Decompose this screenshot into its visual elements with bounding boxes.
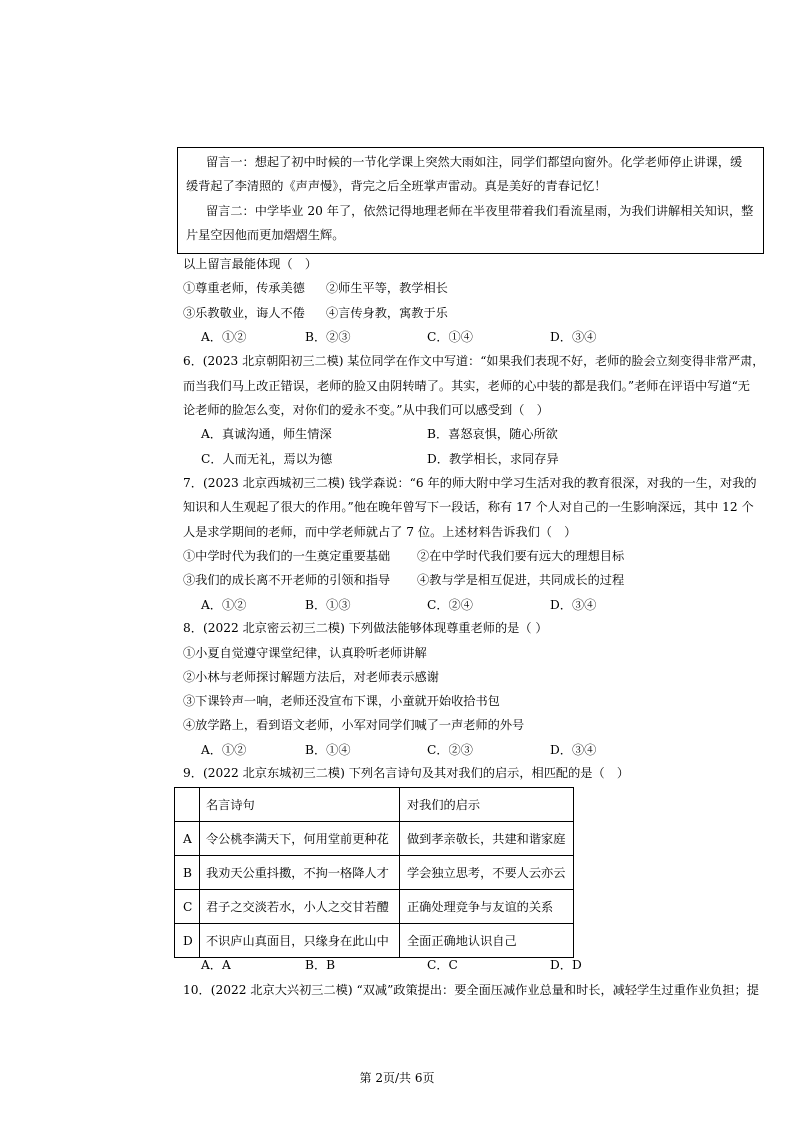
page-number: 第 2页/共 6页 <box>359 1071 435 1085</box>
q7-option-c: C．②④ <box>427 598 473 612</box>
table-cell-quote: 我劝天公重抖擞，不拘一格降人才 <box>200 856 400 890</box>
table-cell-quote: 君子之交淡若水，小人之交甘若醴 <box>200 890 400 924</box>
message-two-line-2: 片星空因他而更加熠熠生辉。 <box>186 228 345 242</box>
q8-option-b: B．①④ <box>305 743 351 757</box>
message-one-line-2: 缓背起了李清照的《声声慢》，背完之后全班掌声雷动。真是美好的青春记忆！ <box>186 179 607 193</box>
q5-option-a: A．①② <box>201 330 247 344</box>
q7-line-3: 人是求学期间的老师，而中学老师就占了 7 位。上述材料告诉我们（ ） <box>183 525 577 539</box>
table-header-cell <box>175 788 200 822</box>
q6-line-1: 6．(2023 北京朝阳初三二模) 某位同学在作文中写道：“如果我们表现不好，老师的脸会立刻变得非常严肃， <box>183 354 765 368</box>
q9-option-b: B．B <box>305 958 336 972</box>
q9-table <box>174 787 574 958</box>
q8-option-d: D．③④ <box>550 743 597 757</box>
q6-option-a: A．真诚沟通，师生情深 <box>201 427 332 441</box>
q8-option-a: A．①② <box>201 743 247 757</box>
q10-line-1: 10．(2022 北京大兴初三二模) “双减”政策提出：要全面压减作业总量和时长，减轻学生过重作业负担；提 <box>183 983 759 997</box>
q7-statement-4: ④教与学是相互促进，共同成长的过程 <box>417 573 625 587</box>
table-cell-key: D <box>175 924 200 958</box>
q9-option-c: C．C <box>427 958 458 972</box>
table-cell-insight: 做到孝亲敬长，共建和谐家庭 <box>400 822 574 856</box>
q8-statement-1: ①小夏自觉遵守课堂纪律，认真聆听老师讲解 <box>183 646 427 660</box>
q5-statement-1: ①尊重老师，传承美德 <box>183 281 305 295</box>
q7-option-a: A．①② <box>201 598 247 612</box>
message-one-line-1: 留言一：想起了初中时候的一节化学课上突然大雨如注，同学们都望向窗外。化学老师停止讲课，缓 <box>206 155 743 169</box>
q5-statement-2: ②师生平等，教学相长 <box>326 281 448 295</box>
table-cell-quote: 不识庐山真面目，只缘身在此山中 <box>200 924 400 958</box>
q8-statement-3: ③下课铃声一响，老师还没宣布下课，小童就开始收拾书包 <box>183 694 500 708</box>
table-header-cell: 对我们的启示 <box>400 788 574 822</box>
q6-option-c: C．人而无礼，焉以为德 <box>201 452 333 466</box>
table-cell-insight: 全面正确地认识自己 <box>400 924 574 958</box>
q5-option-c: C．①④ <box>427 330 473 344</box>
q5-option-d: D．③④ <box>550 330 597 344</box>
q6-line-2: 而当我们马上改正错误，老师的脸又由阴转晴了。其实，老师的心中装的都是我们。”老师在评语中写道“无 <box>183 379 750 393</box>
q7-statement-1: ①中学时代为我们的一生奠定重要基础 <box>183 549 391 563</box>
q7-line-1: 7．(2023 北京西城初三二模) 钱学森说：“6 年的师大附中学习生活对我的教育很深，对我的一生，对我的 <box>183 476 757 490</box>
q7-option-d: D．③④ <box>550 598 597 612</box>
q8-option-c: C．②③ <box>427 743 473 757</box>
table-cell-key: A <box>175 822 200 856</box>
table-cell-insight: 学会独立思考，不要人云亦云 <box>400 856 574 890</box>
q5-statement-3: ③乐教敬业，诲人不倦 <box>183 306 305 320</box>
q6-option-b: B．喜怒哀惧，随心所欲 <box>427 427 558 441</box>
table-row <box>175 822 574 856</box>
message-two-line-1: 留言二：中学毕业 20 年了，依然记得地理老师在半夜里带着我们看流星雨，为我们讲解相关知识，整 <box>206 204 754 218</box>
table-cell-insight: 正确处理竞争与友谊的关系 <box>400 890 574 924</box>
q6-line-3: 论老师的脸怎么变，对你们的爱永不变。”从中我们可以感受到（ ） <box>183 403 549 417</box>
table-row <box>175 924 574 958</box>
q5-statement-4: ④言传身教，寓教于乐 <box>326 306 448 320</box>
table-header-row <box>175 788 574 822</box>
q7-option-b: B．①③ <box>305 598 351 612</box>
q6-option-d: D．教学相长，求同存异 <box>427 452 559 466</box>
q9-stem: 9．(2022 北京东城初三二模) 下列名言诗句及其对我们的启示，相匹配的是（ ） <box>183 766 630 780</box>
table-cell-key: C <box>175 890 200 924</box>
q8-stem: 8．(2022 北京密云初三二模) 下列做法能够体现尊重老师的是（ ） <box>183 621 548 635</box>
table-header-cell: 名言诗句 <box>200 788 400 822</box>
table-cell-quote: 令公桃李满天下，何用堂前更种花 <box>200 822 400 856</box>
table-row <box>175 890 574 924</box>
q5-option-b: B．②③ <box>305 330 351 344</box>
q7-statement-3: ③我们的成长离不开老师的引领和指导 <box>183 573 391 587</box>
q8-statement-4: ④放学路上，看到语文老师，小军对同学们喊了一声老师的外号 <box>183 718 525 732</box>
table-cell-key: B <box>175 856 200 890</box>
q7-statement-2: ②在中学时代我们要有远大的理想目标 <box>417 549 625 563</box>
q8-statement-2: ②小林与老师探讨解题方法后，对老师表示感谢 <box>183 670 439 684</box>
q5-stem: 以上留言最能体现（ ） <box>183 257 318 271</box>
q9-option-d: D．D <box>550 958 582 972</box>
message-box <box>177 147 764 254</box>
table-row <box>175 856 574 890</box>
q9-option-a: A．A <box>201 958 231 972</box>
q7-line-2: 知识和人生观起了很大的作用。”他在晚年曾写下一段话，称有 17 个人对自己的一生影响深远，其中 12 个 <box>183 500 754 514</box>
